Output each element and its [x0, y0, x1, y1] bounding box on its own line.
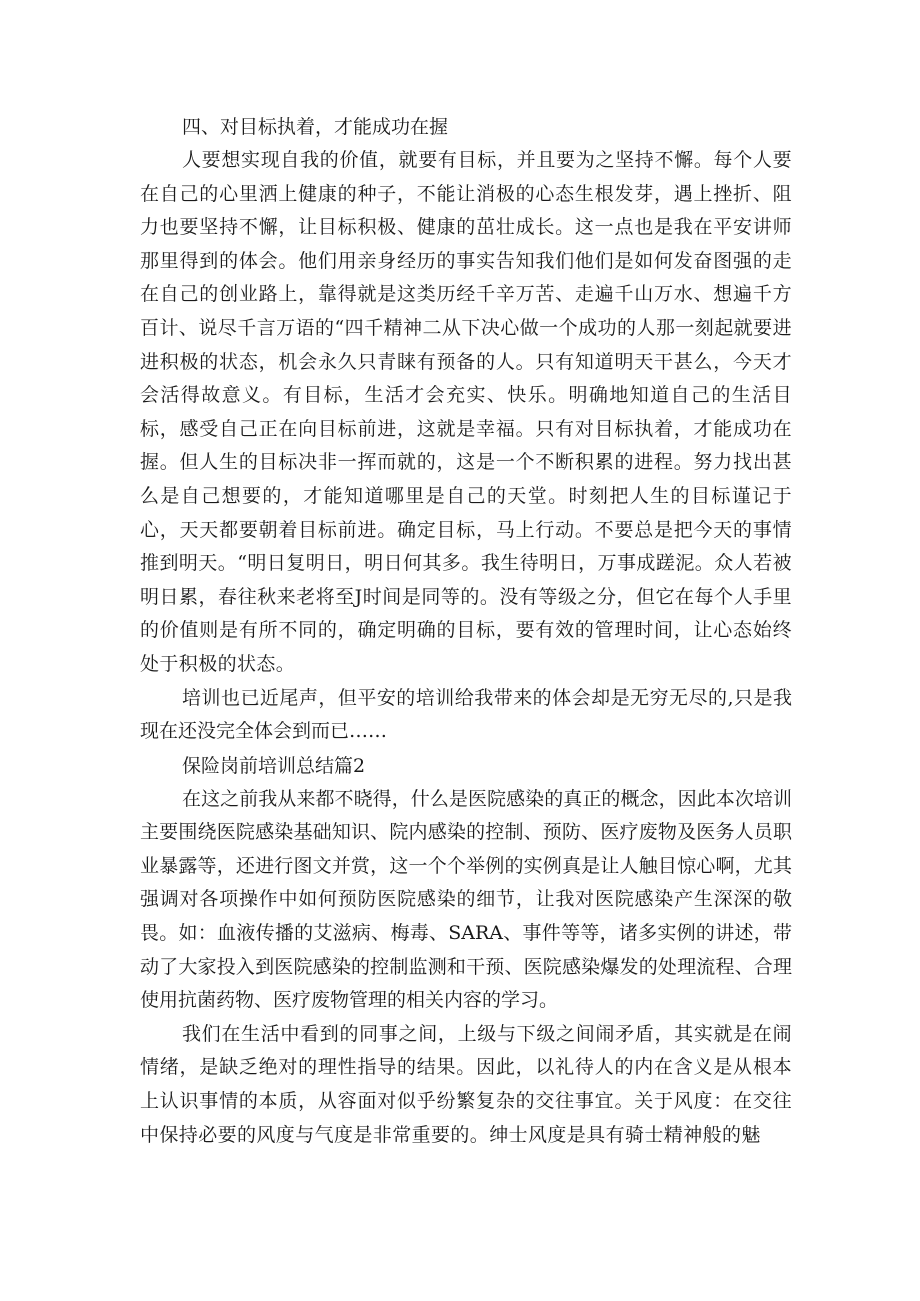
document-page: [140, 110, 792, 1152]
body-paragraph: 人要想实现自我的价值，就要有目标，并且要为之坚持不懈。每个人要在自己的心里洒上健康的种子，不能让消极的心态生根发芽，遇上挫折、阻力也要坚持不懈，让目标积极、健康的茁壮成长。这一点也是我在平安讲师那里得到的体会。他们用亲身经历的事实告知我们他们是如何发奋图强的走在自己的创业路上，靠得就是这类历经千辛万苦、走遍千山万水、想遍千方百计、说尽千言万语的“四千精神二从下决心做一个成功的人那一刻起就要进进积极的状态，机会永久只青睐有预备的人。只有知道明天干甚么，今天才会活得故意义。有目标，生活才会充实、快乐。明确地知道自己的生活目标，感受自己正在向目标前进，这就是幸福。只有对目标执着，才能成功在握。但人生的目标决非一挥而就的，这是一个不断积累的进程。努力找出甚么是自己想要的，才能知道哪里是自己的天堂。时刻把人生的目标谨记于心，天天都要朝着目标前进。确定目标，马上行动。不要总是把今天的事情推到明天。“明日复明日，明日何其多。我生待明日，万事成蹉泥。众人若被明日累，春往秋来老将至J时间是同等的。没有等级之分，但它在每个人手里的价值则是有所不同的，确定明确的目标，要有效的管理时间，让心态始终处于积极的状态。: [140, 149, 792, 675]
section-heading: 四、对目标执着，才能成功在握: [182, 116, 449, 138]
body-paragraph: 我们在生活中看到的同事之间，上级与下级之间闹矛盾，其实就是在闹情绪，是缺乏绝对的理性指导的结果。因此，以礼待人的内在含义是从根本上认识事情的本质，从容面对似乎纷繁复杂的交往事宜。关于风度：在交往中保持必要的风度与气度是非常重要的。绅士风度是具有骑士精神般的魅: [140, 1022, 792, 1146]
body-paragraph: 在这之前我从来都不晓得，什么是医院感染的真正的概念，因此本次培训主要围绕医院感染基础知识、院内感染的控制、预防、医疗废物及医务人员职业暴露等，还进行图文并赏，这一个个举例的实例真是让人触目惊心啊，尤其强调对各项操作中如何预防医院感染的细节，让我对医院感染产生深深的敬畏。如：血液传播的艾滋病、梅毒、SARA、事件等等，诸多实例的讲述，带动了大家投入到医院感染的控制监测和干预、医院感染爆发的处理流程、合理使用抗菌药物、医疗废物管理的相关内容的学习。: [140, 787, 792, 1012]
body-paragraph: 培训也已近尾声，但平安的培训给我带来的体会却是无穷无尽的,只是我现在还没完全体会到而已……: [140, 686, 792, 743]
article-title: 保险岗前培训总结篇2: [182, 754, 366, 777]
